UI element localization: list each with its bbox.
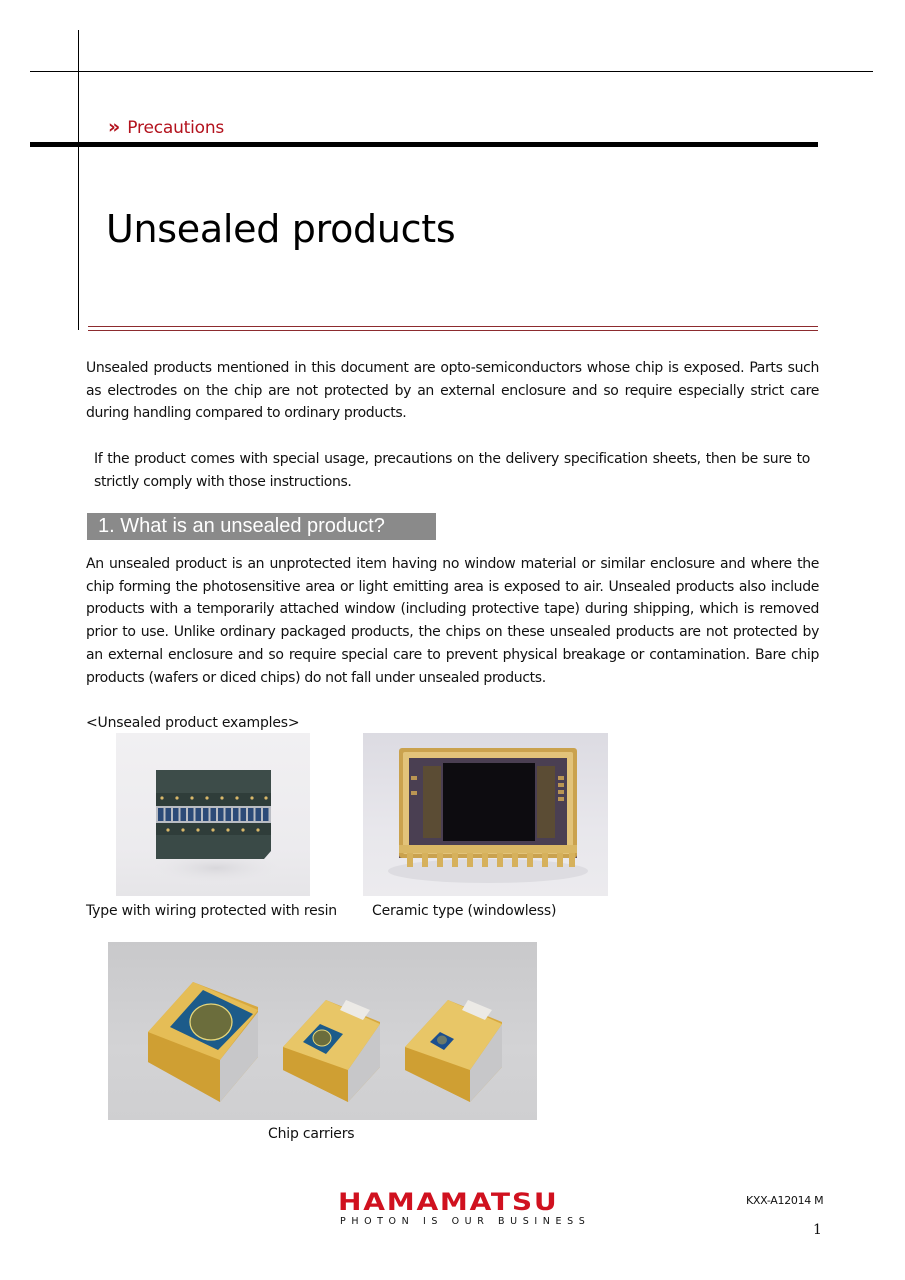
document-code: KXX-A12014 M (746, 1194, 824, 1207)
figure-caption-ceramic: Ceramic type (windowless) (372, 903, 557, 919)
examples-label: <Unsealed product examples> (86, 715, 300, 731)
section-divider-bar (30, 142, 818, 147)
page-title: Unsealed products (106, 207, 456, 251)
section-label-text: Precautions (127, 118, 225, 138)
section-label (108, 116, 224, 138)
usage-note: If the product comes with special usage, precautions on the delivery specification sheets, then be sure to strictly comply with those instructions. (94, 451, 810, 490)
crop-mark-vertical (78, 30, 79, 330)
resin-protected-chip-photo (116, 733, 310, 896)
section-heading: 1. What is an unsealed product? (98, 515, 385, 537)
figure-caption-chip-carriers: Chip carriers (268, 1126, 355, 1142)
section-paragraph: An unsealed product is an unprotected item having no window material or similar enclosure and where the chip forming the photosensitive area or light emitting area is exposed to air. Unsealed products also include products with a temporarily attached window (including protective tape) during shipping, which is removed prior to use. Unlike ordinary packaged products, the chips on these unsealed products are not protected by an external enclosure and so require special care to prevent physical breakage or contamination. Bare chip products (wafers or diced chips) do not fall under unsealed products. (86, 556, 819, 686)
double-chevron-icon: » (108, 116, 119, 138)
figure-caption-resin: Type with wiring protected with resin (86, 903, 337, 919)
intro-paragraph: Unsealed products mentioned in this document are opto-semiconductors whose chip is exposed. Parts such as electrodes on the chip are not protected by an external enclosure and so require especially strict care during handling compared to ordinary products. (86, 360, 819, 422)
brand-tagline: PHOTON IS OUR BUSINESS (340, 1216, 591, 1227)
chip-carriers-photo (108, 942, 537, 1120)
crop-mark-horizontal (30, 71, 873, 72)
ceramic-windowless-package-photo (363, 733, 608, 896)
title-rule-bottom (88, 330, 818, 331)
title-rule-top (88, 326, 818, 327)
page-number: 1 (813, 1222, 822, 1238)
hamamatsu-logo: HAMAMATSU (338, 1188, 559, 1216)
